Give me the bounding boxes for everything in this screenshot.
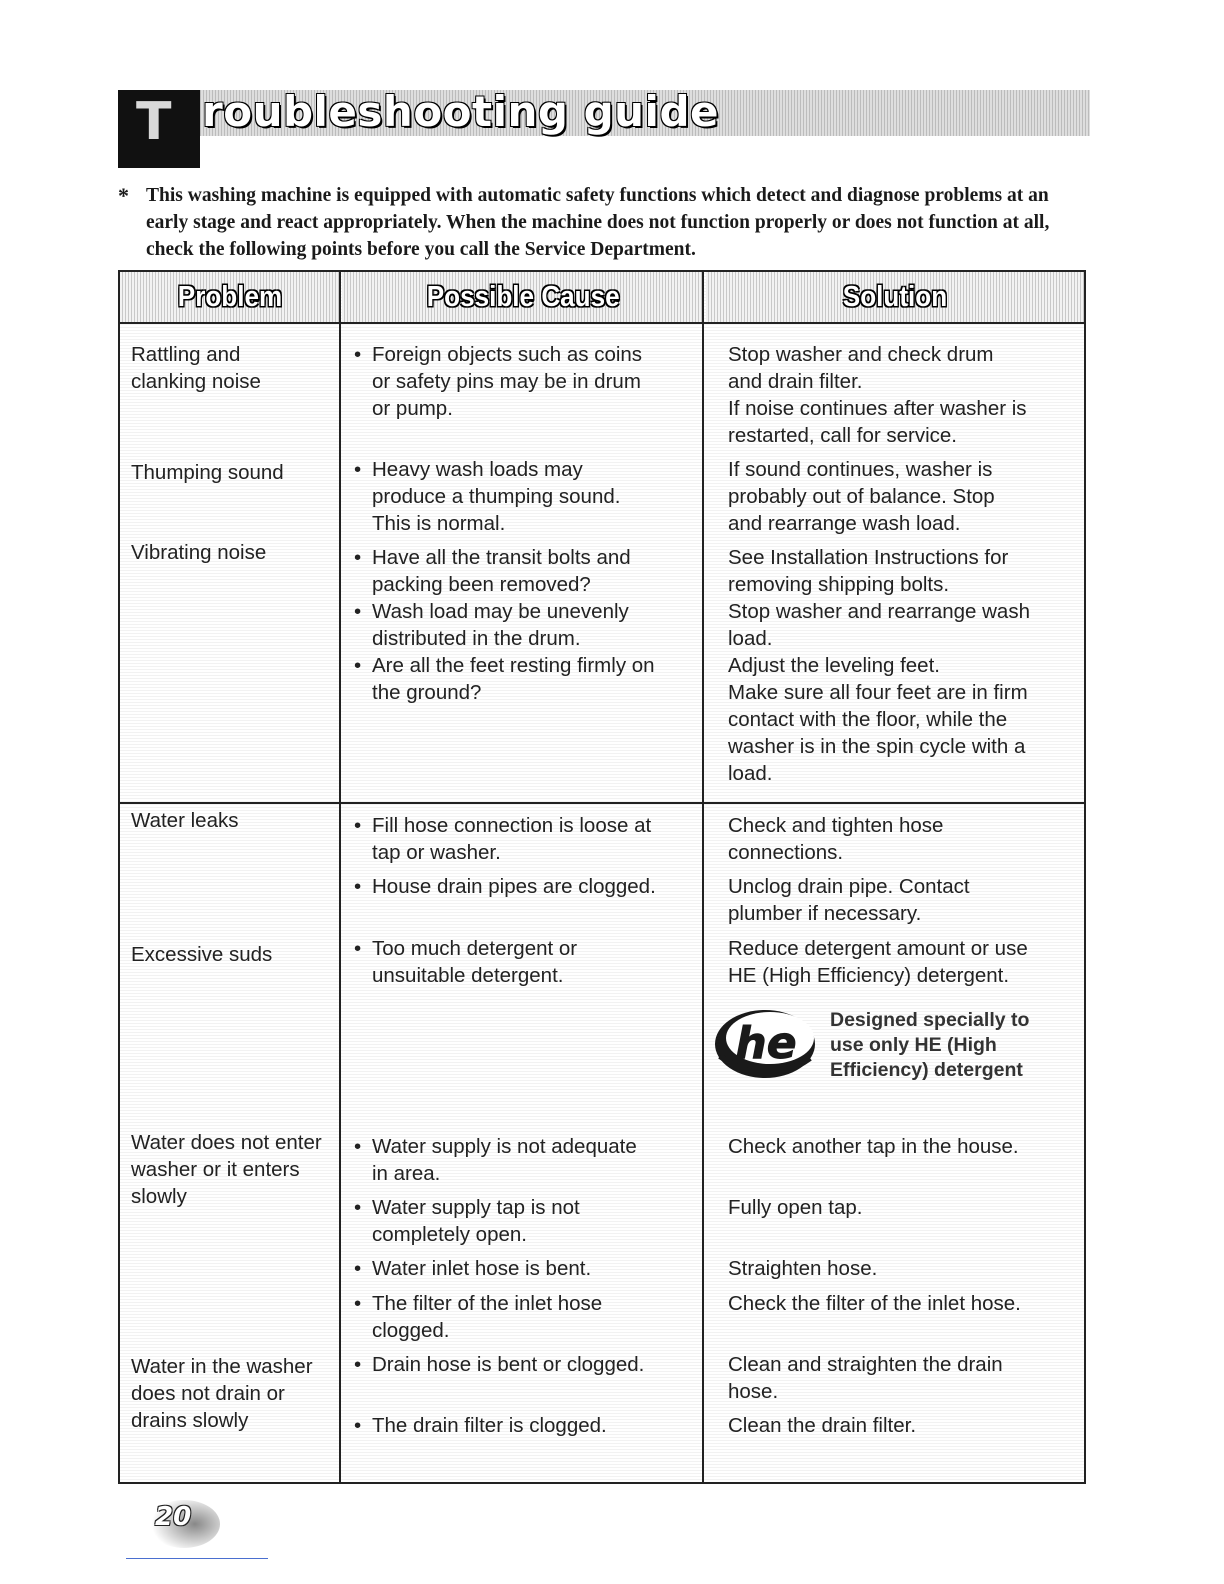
he-logo-icon [710,1004,820,1084]
cause-item: • Drain hose is bent or clogged. [350,1351,644,1378]
header-initial: T [136,92,172,152]
intro-text: This washing machine is equipped with automatic safety functions which detect and diagnose problems at an early stage and react appropriately. When the machine does not function properly or does not function at all, check the following points before you call the Service Department. [146,185,1050,260]
he-logo-mark: he [735,1018,797,1069]
cause-item: • House drain pipes are clogged. [350,873,656,900]
problem-water-not-draining: Water in the washer does not drain or drains slowly [131,1355,313,1432]
solution-item: Check and tighten hose connections. [728,814,944,864]
header-problem: Problem [120,272,340,322]
column-divider [339,272,341,1482]
cause-item: • Are all the feet resting firmly on the ground? [350,652,655,706]
footer-divider [126,1558,268,1559]
solution-item: Stop washer and check drum and drain filter. If noise continues after washer is restarted, call for service. [728,343,1027,447]
page-number: 20 [155,1502,192,1532]
solution-item: Straighten hose. [728,1257,878,1280]
solution-item: Reduce detergent amount or use HE (High Efficiency) detergent. [728,937,1028,987]
solution-item: Fully open tap. [728,1196,863,1219]
intro-paragraph [118,182,1090,263]
cause-item: • The drain filter is clogged. [350,1412,607,1439]
header-solution: Solution [706,272,1084,322]
problem-water-not-entering: Water does not enter washer or it enters slowly [131,1131,322,1208]
solution-item: Unclog drain pipe. Contact plumber if necessary. [728,875,970,925]
problem-rattling: Rattling and clanking noise [131,343,261,393]
row-divider [120,322,1084,324]
problem-water-leaks: Water leaks [131,809,239,832]
page-title: roubleshooting guide [202,87,719,136]
he-logo-text: Designed specially to use only HE (High Efficiency) detergent [830,1009,1030,1081]
cause-item: • Water inlet hose is bent. [350,1255,591,1282]
section-header [118,87,1090,168]
solution-item: See Installation Instructions for removing shipping bolts. Stop washer and rearrange wash load. Adjust the leveling feet. Make sure all four feet are in firm contact with the floor, while the washer is in the spin cycle with a load. [728,546,1030,785]
problem-thumping: Thumping sound [131,461,284,484]
problem-excessive-suds: Excessive suds [131,943,273,966]
asterisk-icon: * [118,183,129,208]
cause-item: • Have all the transit bolts and packing been removed? [350,544,631,598]
solution-item: Check another tap in the house. [728,1135,1019,1158]
header-possible-cause: Possible Cause [342,272,704,322]
solution-item: Clean the drain filter. [728,1414,917,1437]
cause-item: • Too much detergent or unsuitable detergent. [350,935,577,989]
cause-item: • Foreign objects such as coins or safety pins may be in drum or pump. [350,341,642,422]
cause-item: • Fill hose connection is loose at tap or washer. [350,812,651,866]
row-divider [120,802,1084,804]
cause-item: • Water supply is not adequate in area. [350,1133,637,1187]
cause-item: • Heavy wash loads may produce a thumping sound. This is normal. [350,456,620,537]
solution-item: Check the filter of the inlet hose. [728,1292,1021,1315]
header-initial-box [118,90,200,168]
cause-item: • Water supply tap is not completely open. [350,1194,580,1248]
solution-item: Clean and straighten the drain hose. [728,1353,1003,1403]
cause-item: • Wash load may be unevenly distributed in the drum. [350,598,629,652]
cause-item: • The filter of the inlet hose clogged. [350,1290,602,1344]
problem-vibrating: Vibrating noise [131,541,267,564]
solution-item: If sound continues, washer is probably out of balance. Stop and rearrange wash load. [728,458,995,535]
column-divider [702,272,704,1482]
